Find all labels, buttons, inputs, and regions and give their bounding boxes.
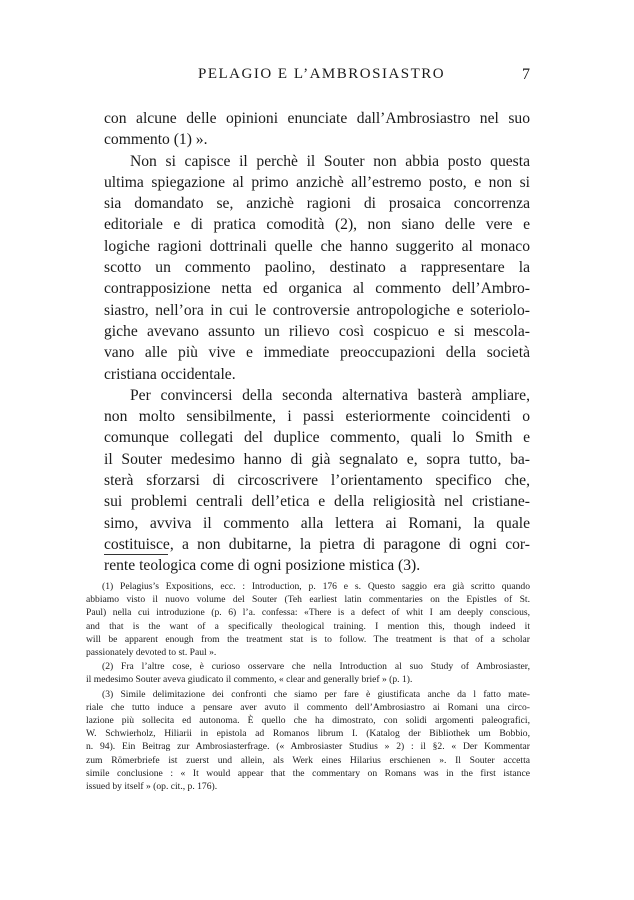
footnote-line: (1) Pelagius’s Expositions, ecc. : Introduction, p. 176 e s. Questo saggio era già scritto quando — [102, 581, 530, 592]
text-line: comunque collegati del duplice commento, quali lo Smith e — [104, 429, 530, 447]
text-line: rente teologica come di ogni posizione mistica (3). — [104, 557, 421, 575]
footnote-2 — [86, 660, 530, 686]
footnote-3 — [86, 688, 530, 794]
footnote-line: passionately devoted to st. Paul ». — [86, 647, 217, 659]
main-text — [104, 108, 530, 577]
text-line: sterà sforzarsi di circoscrivere l’orientamento specifico che, — [104, 472, 530, 490]
footnote-line: il medesimo Souter aveva giudicato il commento, « clear and generally brief » (p. 1). — [86, 674, 413, 686]
footnote-line: abbiamo visto il nuovo volume del Souter (Teh earliest latin commentaries on the Epistles of St. — [86, 594, 530, 606]
text-line: non molto sensibilmente, i passi esteriormente coincidenti o — [104, 408, 530, 426]
text-line: editoriale e di pratica comodità (2), non siano delle vere e — [104, 216, 530, 234]
footnote-line: W. Schwierholz, Hiliarii in epistola ad Romanos librum I. (Katalog der Bibliothek um Bobbio, — [86, 728, 530, 740]
text-line: sui problemi centrali dell’etica e della religiosità nel cristiane- — [104, 493, 530, 511]
footnote-line: (2) Fra l’altre cose, è curioso osservare che nella Introduction al suo Study of Ambrosiaster, — [102, 661, 530, 673]
footnote-1 — [86, 580, 530, 659]
text-line: costituisce, a non dubitarne, la pietra di paragone di ogni cor- — [104, 535, 530, 553]
paragraph-1 — [104, 108, 530, 151]
text-line: sia domandato se, anzichè ragioni di prosaica concorrenza — [104, 195, 530, 213]
text-line: cristiana occidentale. — [104, 365, 236, 383]
footnote-line: (3) Simile delimitazione dei confronti che siamo per fare è giustificata anche da l fatto mate- — [102, 688, 530, 700]
text-line: scotto un commento paolino, destinato a rappresentare la — [104, 259, 530, 277]
text-line: ultima spiegazione al primo anzichè all’estremo posto, e non si — [104, 173, 530, 191]
text-line: simo, avviva il commento alla lettera ai Romani, la quale — [104, 514, 530, 532]
footnote-line: and that is the want of a specifically theological training. I mention this, though indeed it — [86, 620, 530, 632]
footnotes — [86, 580, 530, 794]
text-line: Non si capisce il perchè il Souter non abbia posto questa — [130, 152, 530, 170]
running-title: PELAGIO E L’AMBROSIASTRO — [198, 66, 446, 82]
text-line: logiche ragioni dottrinali quelle che hanno suggerito al monaco — [104, 237, 530, 255]
footnote-line: Paul) nella cui introduzione (p. 6) l’a. confessa: «There is a defect of whit I am deeply conscious, — [86, 607, 530, 619]
text-line: con alcune delle opinioni enunciate dall’Ambrosiastro nel suo — [104, 110, 530, 127]
text-line: commento (1) ». — [104, 131, 208, 149]
footnote-line: lazione più sollecita ed autonoma. È quello che ha dimostrato, con solidi argomenti paleografici, — [86, 715, 530, 727]
footnote-line: zum Römerbriefe ist zuerst und allein, als Werk eines Hilarius erschienen ». Il Souter accetta — [86, 754, 530, 766]
text-line: vano alle più vive e immediate preoccupazioni della società — [104, 344, 530, 362]
text-line: giche avevano assunto un rilievo così cospicuo e si mescola- — [104, 322, 530, 340]
text-line: siastro, nell’ora in cui le controversie antropologiche e soteriolo- — [104, 301, 530, 319]
text-line: Per convincersi della seconda alternativa basterà ampliare, — [130, 386, 530, 404]
paragraph-2 — [104, 151, 530, 385]
footnote-line: simile conclusione : « It would appear that the commentary on Romans was in the first istance — [86, 767, 530, 779]
footnote-line: issued by itself » (op. cit., p. 176). — [86, 781, 218, 793]
footnote-line: n. 94). Ein Beitrag zur Ambrosiasterfrage. (« Ambrosiaster Studius » 2) : il §2. « Der Kommentar — [86, 741, 530, 753]
text-line: il Souter medesimo hanno di già segnalato e, sopra tutto, ba- — [104, 450, 530, 468]
paragraph-3 — [104, 385, 530, 577]
footnote-line: will be apparent enough from the treatment stat is to follow. The treatment is that of a scholar — [86, 633, 530, 645]
footnote-separator — [104, 554, 168, 555]
footnote-line: riale che tutto induce a pensare aver avuto il commento dell’Ambrosiastro ai Romani una circo- — [86, 701, 530, 713]
text-line: contrapposizione netta ed organica al commento dell’Ambro- — [104, 280, 530, 298]
page-number: 7 — [522, 66, 530, 83]
page-header — [100, 66, 530, 88]
